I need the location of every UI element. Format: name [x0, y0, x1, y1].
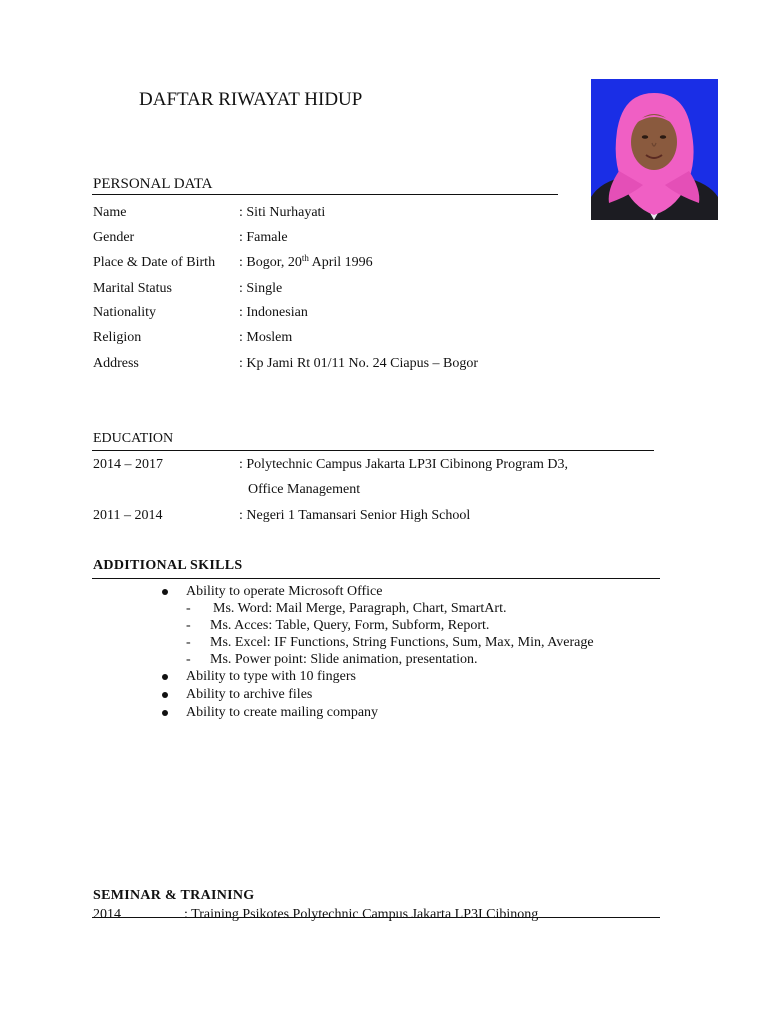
section-divider [92, 917, 660, 918]
dash-icon: - [186, 618, 191, 633]
info-value: : Indonesian [239, 305, 308, 320]
section-heading-personal-data: PERSONAL DATA [93, 176, 213, 192]
section-heading-seminar-training: SEMINAR & TRAINING [93, 888, 255, 903]
section-divider [92, 450, 654, 451]
bullet-icon [162, 674, 168, 680]
page-title: DAFTAR RIWAYAT HIDUP [139, 89, 363, 110]
bullet-icon [162, 710, 168, 716]
seminar-value: : Training Psikotes Polytechnic Campus Jakarta LP3I Cibinong [184, 907, 539, 922]
info-label: Name [93, 205, 127, 220]
info-value: : Famale [239, 230, 288, 245]
dash-icon: - [186, 601, 191, 616]
dash-icon: - [186, 652, 191, 667]
seminar-row [93, 907, 539, 923]
bullet-icon [162, 692, 168, 698]
info-label: Nationality [93, 305, 156, 320]
section-divider [92, 194, 558, 195]
info-value: : Bogor, 20th April 1996 [239, 253, 373, 270]
seminar-year: 2014 [93, 907, 121, 922]
education-years: 2014 – 2017 [93, 457, 163, 472]
section-heading-additional-skills: ADDITIONAL SKILLS [93, 558, 243, 573]
info-label: Religion [93, 330, 142, 345]
info-value: : Siti Nurhayati [239, 205, 326, 220]
education-school: : Negeri 1 Tamansari Senior High School [239, 508, 471, 523]
section-divider [92, 578, 660, 579]
info-value: : Moslem [239, 330, 293, 345]
profile-photo [591, 79, 718, 220]
education-school: : Polytechnic Campus Jakarta LP3I Cibinong Program D3, [239, 457, 568, 472]
info-value: : Kp Jami Rt 01/11 No. 24 Ciapus – Bogor [239, 356, 479, 371]
info-label: Place & Date of Birth [93, 255, 216, 270]
info-label: Gender [93, 230, 135, 245]
bullet-icon [162, 589, 168, 595]
dash-icon: - [186, 635, 191, 650]
section-heading-education: EDUCATION [93, 431, 174, 446]
info-label: Marital Status [93, 281, 172, 296]
info-label: Address [93, 356, 139, 371]
education-program: Office Management [248, 482, 361, 497]
education-years: 2011 – 2014 [93, 508, 163, 523]
info-value: : Single [239, 281, 283, 296]
